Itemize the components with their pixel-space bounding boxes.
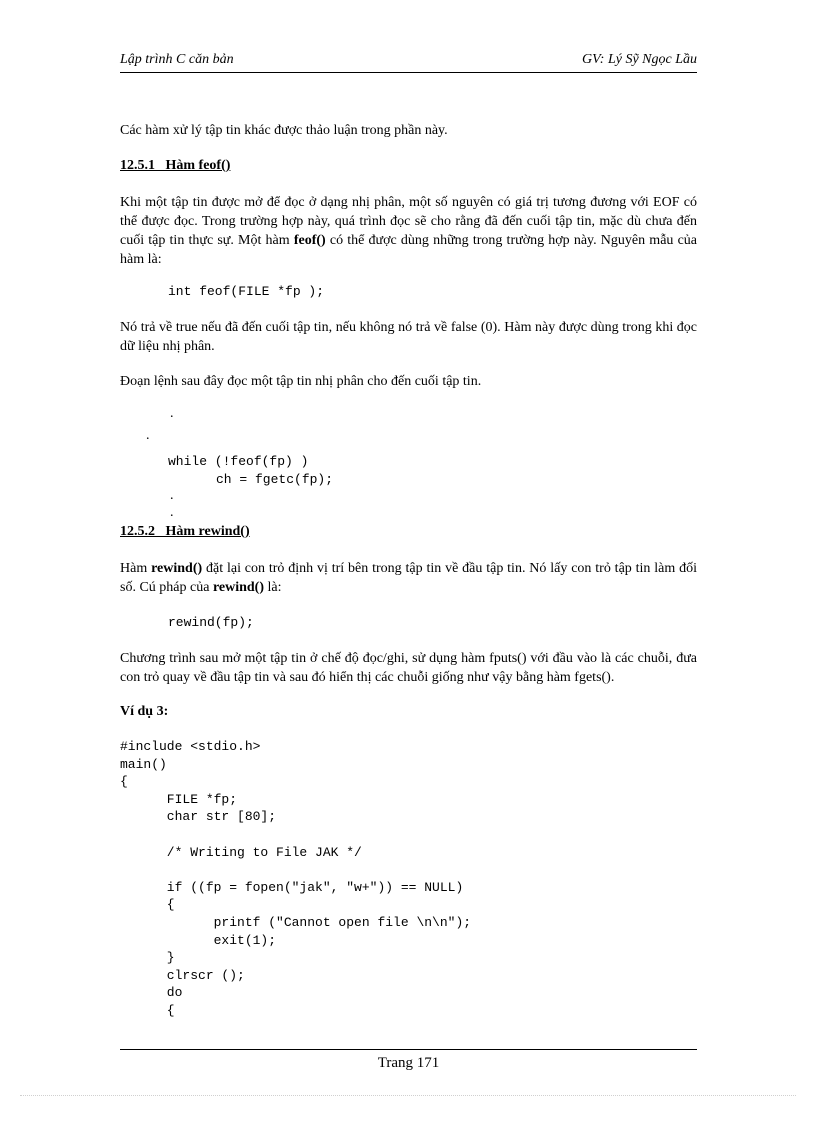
code-line: /* Writing to File JAK */: [120, 844, 362, 860]
ellipsis-dot: .: [170, 488, 174, 503]
code-line: printf ("Cannot open file \n\n");: [120, 914, 472, 930]
code-line: }: [120, 950, 175, 966]
example-label: Ví dụ 3:: [120, 704, 169, 719]
code-line: {: [120, 897, 175, 913]
rewind-keyword: rewind(): [212, 580, 265, 595]
code-line: #include <stdio.h>: [120, 739, 261, 754]
code-line: do: [120, 985, 183, 1001]
code-line: clrscr ();: [120, 967, 245, 983]
page-edge-divider: [20, 1095, 796, 1096]
feof-snippet-intro: Đoạn lệnh sau đây đọc một tập tin nhị phân cho đến cuối tập tin.: [120, 374, 482, 389]
code-line: if ((fp = fopen("jak", "w+")) == NULL): [120, 879, 464, 895]
rewind-para-text-3: là:: [264, 580, 282, 595]
feof-return-paragraph: Nó trả về true nếu đã đến cuối tập tin, nếu không nó trả về false (0). Hàm này được dùng trong khi đọc dữ liệu nhị phân.: [120, 320, 697, 354]
rewind-keyword: rewind(): [151, 561, 203, 576]
feof-para-text-1: Khi một tập tin được mở để đọc ở dạng nhị phân, một số nguyên có giá trị tương đương với EOF có thể được đọc. Trong trường hợp này, quá trình đọc sẽ cho rằng đã đến cuối tập tin, mặc dù chưa đến cuối tập tin thực sự. Một hàm: [120, 195, 697, 248]
feof-prototype: int feof(FILE *fp );: [168, 284, 325, 299]
ellipsis-dot: .: [170, 505, 174, 520]
code-line: [120, 861, 471, 879]
rewind-para-text-2: đặt lại con trỏ định vị trí bên trong tập tin về đầu tập tin. Nó lấy con trỏ tập tin làm đối số. Cú pháp của: [120, 561, 697, 595]
section-title: Hàm rewind(): [165, 524, 250, 539]
example-code-block: [120, 738, 471, 1020]
rewind-paragraph: [120, 559, 697, 597]
header-instructor: GV: Lý Sỹ Ngọc Lầu: [582, 52, 697, 67]
intro-paragraph: Các hàm xử lý tập tin khác được thảo luận trong phần này.: [120, 123, 448, 138]
code-line: FILE *fp;: [120, 791, 238, 807]
ellipsis-dot: .: [170, 406, 174, 421]
code-line: main(): [120, 756, 167, 772]
feof-paragraph: [120, 193, 697, 269]
rewind-para-text-1: Hàm: [120, 561, 152, 576]
code-line: {: [120, 774, 128, 790]
feof-keyword: feof(): [293, 233, 326, 248]
section-heading-rewind: [120, 524, 250, 540]
rewind-syntax: rewind(fp);: [168, 615, 254, 630]
code-line: {: [120, 1002, 175, 1018]
code-line: char str [80];: [120, 809, 277, 825]
section-number: 12.5.2: [120, 524, 155, 539]
code-line: exit(1);: [120, 932, 277, 948]
section-number: 12.5.1: [120, 158, 155, 173]
page-number: Trang 171: [377, 1055, 440, 1071]
code-line: [120, 826, 471, 844]
section-heading-feof: [120, 158, 230, 174]
header-rule: [120, 72, 697, 73]
page-header: [120, 52, 697, 70]
ellipsis-dot: .: [146, 428, 150, 443]
header-course-title: Lập trình C căn bản: [120, 52, 234, 67]
section-title: Hàm feof(): [165, 158, 231, 173]
footer-rule: [120, 1049, 697, 1050]
snippet-while-line: while (!feof(fp) ): [168, 454, 309, 469]
snippet-fgetc-line: ch = fgetc(fp);: [216, 472, 334, 487]
feof-para-text-2: có thể được dùng những trong trường hợp này. Nguyên mẫu của hàm là:: [120, 233, 698, 267]
rewind-program-description: Chương trình sau mở một tập tin ở chế độ đọc/ghi, sử dụng hàm fputs() với đầu vào là các chuỗi, đưa con trỏ quay về đầu tập tin và sau đó hiển thị các chuỗi giống như vậy bằng hàm fgets().: [120, 651, 697, 685]
